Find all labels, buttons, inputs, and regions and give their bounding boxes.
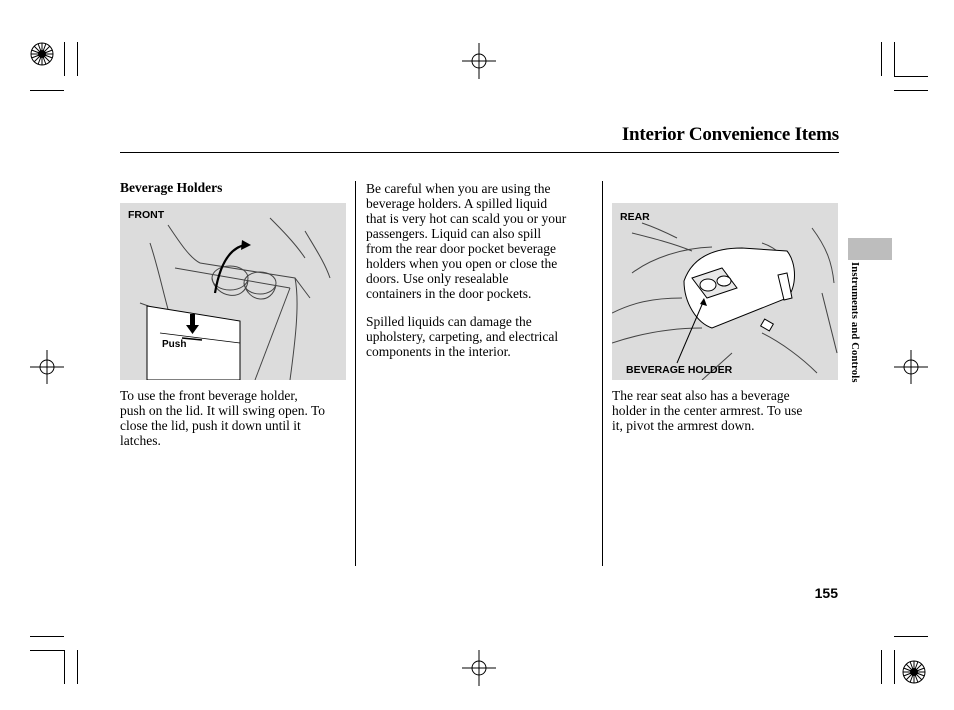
registration-target-icon — [30, 42, 54, 66]
figure-label-push: Push — [162, 339, 187, 350]
figure-label-front: FRONT — [128, 209, 165, 221]
column-divider — [602, 181, 603, 566]
front-console-illustration — [120, 203, 346, 380]
figure-label-rear: REAR — [620, 211, 650, 223]
page-number: 155 — [814, 585, 838, 601]
rear-armrest-illustration — [612, 203, 838, 380]
crosshair-icon — [462, 650, 496, 686]
section-tab — [848, 238, 892, 260]
rear-beverage-holder-figure — [612, 203, 838, 380]
header-rule — [120, 152, 839, 153]
section-tab-label: Instruments and Controls — [849, 262, 860, 383]
crosshair-icon — [462, 43, 496, 79]
figure-label-beverage-holder: BEVERAGE HOLDER — [626, 364, 733, 376]
registration-target-icon — [902, 660, 926, 684]
front-holder-instructions: To use the front beverage holder, push on the lid. It will swing open. To close the lid, push it down until it latches. — [120, 388, 326, 448]
caution-paragraph: Be careful when you are using the beverage holders. A spilled liquid that is very hot can scald you or your passengers. Liquid can also spill from the rear door pocket beverage holders when you open or close the doors. Use only resealable containers in the door pockets. — [366, 181, 567, 301]
section-heading: Beverage Holders — [120, 180, 223, 195]
rear-holder-instructions: The rear seat also has a beverage holder in the center armrest. To use it, pivot the armrest down. — [612, 388, 803, 433]
crosshair-icon — [894, 350, 928, 384]
column-divider — [355, 181, 356, 566]
page-title: Interior Convenience Items — [621, 124, 839, 145]
crosshair-icon — [30, 350, 64, 384]
damage-paragraph: Spilled liquids can damage the upholstery, carpeting, and electrical components in the interior. — [366, 314, 559, 359]
front-beverage-holder-figure — [120, 203, 346, 380]
